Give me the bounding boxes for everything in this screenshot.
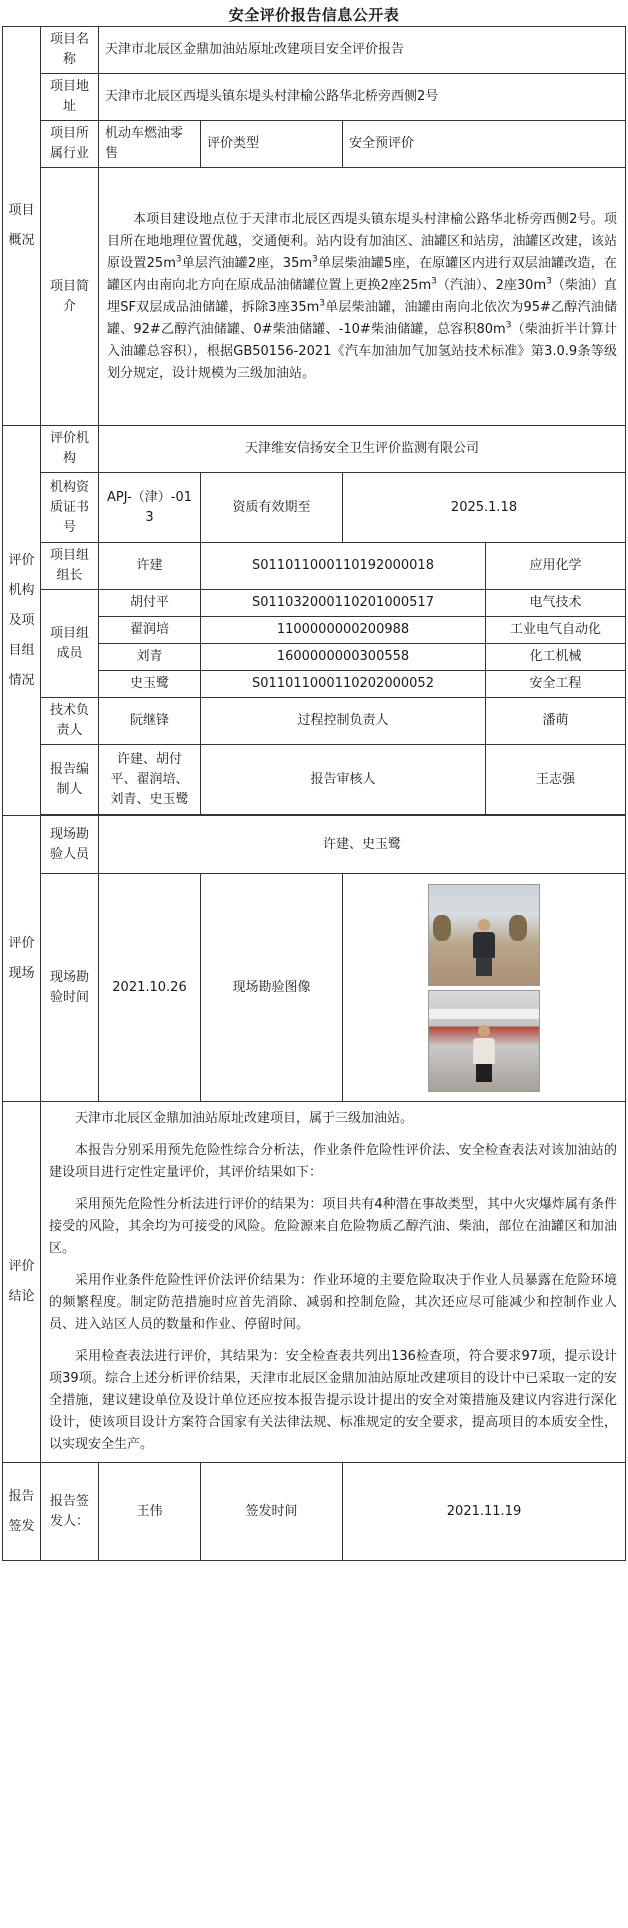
reviewer-label: 报告审核人 (201, 745, 486, 815)
site-photo (428, 990, 540, 1092)
authors-label: 报告编制人 (41, 745, 99, 815)
member-cert: S011032000110201000517 (201, 590, 486, 617)
section-evaluation-org: 评价机构及项目组情况 (3, 426, 41, 816)
leader-cert: S011011000110192000018 (201, 543, 486, 590)
issuer-name: 王伟 (99, 1463, 201, 1561)
conclusion-paragraph: 采用检查表法进行评价，其结果为：安全检查表共列出136检查项，符合要求97项，提示设计项39项。综合上述分析评价结果，天津市北辰区金鼎加油站原址改建项目的设计中已采取一定的安全措施，建议建设单位及设计单位还应按本报告提示设计提出的安全对策措施及建议内容进行深化设计，使该项目设计方案符合国家有关法律法规、标准规定的安全要求，提高项目的本质安全性，以实现安全生产。 (49, 1349, 618, 1452)
process-lead-label: 过程控制负责人 (201, 698, 486, 745)
section-project-overview: 项目概况 (3, 27, 41, 426)
leader-name: 许建 (99, 543, 201, 590)
site-time: 2021.10.26 (99, 874, 201, 1102)
member-cert: 1100000000200988 (201, 617, 486, 644)
site-staff: 许建、史玉鹭 (99, 816, 626, 874)
page-title: 安全评价报告信息公开表 (228, 6, 400, 24)
site-staff-label: 现场勘验人员 (41, 816, 99, 874)
cert-label: 机构资质证书号 (41, 473, 99, 543)
conclusion-paragraph: 采用预先危险性分析法进行评价的结果为：项目共有4种潜在事故类型，其中火灾爆炸属有条件接受的风险，其余均为可接受的风险。危险源来自危险物质乙醇汽油、柴油，部位在油罐区和加油区。 (49, 1197, 618, 1256)
cert-number: APJ-（津）-013 (99, 473, 201, 543)
sign-time-label: 签发时间 (201, 1463, 343, 1561)
project-address: 天津市北辰区西堤头镇东堤头村津榆公路华北桥旁西侧2号 (99, 74, 626, 121)
person-figure (473, 1025, 495, 1083)
eval-type-label: 评价类型 (201, 121, 343, 168)
project-address-label: 项目地址 (41, 74, 99, 121)
section-site-evaluation: 评价现场 (3, 816, 41, 1102)
project-intro: 本项目建设地点位于天津市北辰区西堤头镇东堤头村津榆公路华北桥旁西侧2号。项目所在地地理位置优越，交通便利。站内设有加油区、油罐区和站房，油罐区改建，该站原设置$25m^3$单层汽油罐2座，$35m^3$单层柴油罐5座，在原罐区内进行双层油罐改造，在罐区内由南向北方向在原成品油储罐位置上更换2座$25m^3$（汽油）、2座$30m^3$（柴油）直埋SF双层成品油储罐，拆除3座$35m^3$单层柴油罐，油罐由南向北依次为95#乙醇汽油储罐、92#乙醇汽油储罐、0#柴油储罐、-10#柴油储罐，总容积$80m^3$（柴油折半计算计入油罐总容积），根据GB50156-2021《汽车加油加气加氢站技术标准》第3.0.9条等级划分规定，设计规模为三级加油站。 (99, 168, 626, 426)
section-sign: 报告签发 (3, 1463, 41, 1561)
project-industry: 机动车燃油零售 (99, 121, 201, 168)
conclusion-paragraph: 本报告分别采用预先危险性综合分析法，作业条件危险性评价法、安全检查表法对该加油站的建设项目进行定性定量评价，其评价结果如下： (49, 1143, 618, 1180)
eval-type: 安全预评价 (343, 121, 626, 168)
tech-lead-label: 技术负责人 (41, 698, 99, 745)
validity-date: 2025.1.18 (343, 473, 626, 543)
site-image-label: 现场勘验图像 (201, 874, 343, 1102)
person-figure (473, 919, 495, 977)
validity-label: 资质有效期至 (201, 473, 343, 543)
member-major: 化工机械 (486, 644, 626, 671)
issuer-label: 报告签发人： (41, 1463, 99, 1561)
site-time-label: 现场勘验时间 (41, 874, 99, 1102)
members-label: 项目组成员 (41, 590, 99, 698)
member-major: 工业电气自动化 (486, 617, 626, 644)
authors-names: 许建、胡付平、翟润培、刘青、史玉鹭 (99, 745, 201, 815)
site-photos (343, 874, 626, 1102)
project-industry-label: 项目所属行业 (41, 121, 99, 168)
member-name: 刘青 (99, 644, 201, 671)
section-conclusion: 评价结论 (3, 1102, 41, 1463)
process-lead-name: 潘萌 (486, 698, 626, 745)
member-major: 电气技术 (486, 590, 626, 617)
site-photo (428, 884, 540, 986)
report-table (2, 26, 626, 1561)
project-name-label: 项目名称 (41, 27, 99, 74)
member-name: 胡付平 (99, 590, 201, 617)
conclusion-text (41, 1102, 626, 1463)
tech-lead-name: 阮继锋 (99, 698, 201, 745)
leader-label: 项目组组长 (41, 543, 99, 590)
member-name: 史玉鹭 (99, 671, 201, 698)
member-major: 安全工程 (486, 671, 626, 698)
member-cert: 1600000000300558 (201, 644, 486, 671)
member-name: 翟润培 (99, 617, 201, 644)
project-intro-label: 项目简介 (41, 168, 99, 426)
org-name: 天津维安信扬安全卫生评价监测有限公司 (99, 426, 626, 473)
org-label: 评价机构 (41, 426, 99, 473)
conclusion-paragraph: 采用作业条件危险性评价法评价结果为：作业环境的主要危险取决于作业人员暴露在危险环境的频繁程度。制定防范措施时应首先消除、减弱和控制危险，其次还应尽可能减少和控制作业人员、进入站区人员的数量和作业、停留时间。 (49, 1273, 618, 1332)
sign-time: 2021.11.19 (343, 1463, 626, 1561)
member-cert: S011011000110202000052 (201, 671, 486, 698)
conclusion-paragraph: 天津市北辰区金鼎加油站原址改建项目，属于三级加油站。 (75, 1111, 414, 1126)
project-name: 天津市北辰区金鼎加油站原址改建项目安全评价报告 (99, 27, 626, 74)
reviewer-name: 王志强 (486, 745, 626, 815)
leader-major: 应用化学 (486, 543, 626, 590)
